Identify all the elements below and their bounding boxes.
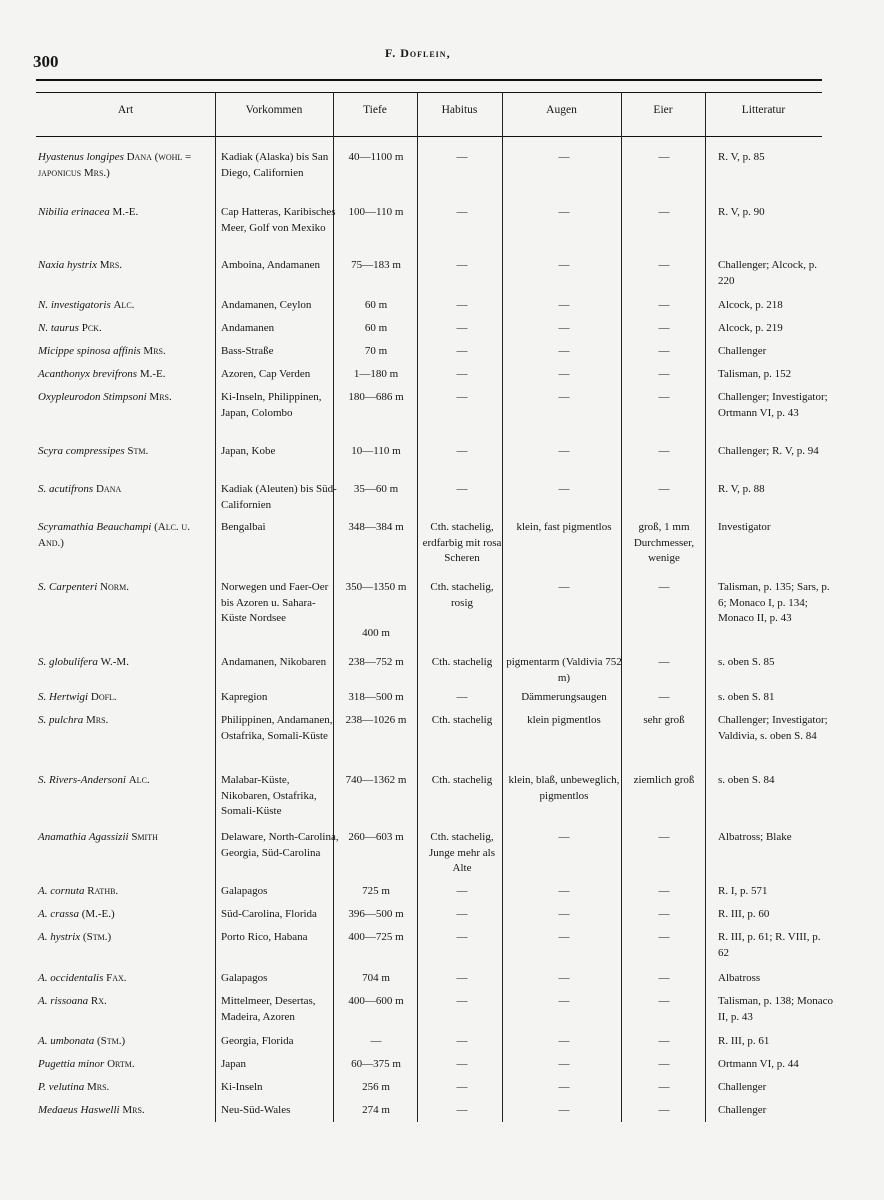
running-head: F. Doflein, [385,46,451,60]
species-name [38,690,216,706]
species-author: (Stm.) [82,931,112,943]
eier-cell: — [658,345,670,357]
tiefe-cell: 180—686 m [348,391,404,403]
tiefe-cell: 318—500 m [348,691,404,703]
habitus-cell: Cth. stachelig [431,656,493,668]
vorkommen-cell: Kadiak (Alaska) bis San Diego, Californien [221,151,329,179]
tiefe-cell: — [370,1035,382,1047]
eier-cell: — [658,322,670,334]
tiefe-cell: 704 m [362,972,390,984]
augen-cell: — [558,1081,570,1093]
vorkommen-cell: Süd-Carolina, Florida [221,908,317,920]
tiefe-cell: 35—60 m [353,483,399,495]
litteratur-cell: Challenger [718,1104,767,1116]
litteratur-cell: R. III, p. 60 [718,908,770,920]
species-name [38,1057,216,1073]
species-binomial: Nibilia erinacea [38,206,110,218]
eier-cell: sehr groß [643,714,685,726]
litteratur-cell: Challenger; Alcock, p. 220 [718,259,817,287]
tiefe-cell: 260—603 m [348,831,404,843]
species-name [38,884,216,900]
vorkommen-cell: Bengalbai [221,521,266,533]
eier-cell: — [658,483,670,495]
habitus-cell: — [456,206,468,218]
species-binomial: Naxia hystrix [38,259,97,271]
eier-cell: groß, 1 mm Durchmesser, wenige [633,521,695,564]
species-binomial: Micippe spinosa affinis [38,345,141,357]
header-habitus: Habitus [441,104,478,116]
habitus-cell: — [456,368,468,380]
augen-cell: — [558,391,570,403]
tiefe-cell: 238—1026 m [345,714,407,726]
eier-cell: — [658,885,670,897]
habitus-cell: — [456,995,468,1007]
vorkommen-cell: Mittelmeer, Desertas, Madeira, Azoren [221,995,316,1023]
tiefe-cell: 100—110 m [348,206,404,218]
species-name [38,520,216,551]
augen-cell: — [558,995,570,1007]
augen-cell: — [558,885,570,897]
litteratur-cell: Challenger; Investigator; Ortmann VI, p. 43 [718,391,828,419]
species-author: M.-E. [112,206,139,218]
litteratur-cell: s. oben S. 85 [718,656,775,668]
species-binomial: Pugettia minor [38,1058,105,1070]
augen-cell: — [558,483,570,495]
header-litteratur: Litteratur [741,104,786,116]
habitus-cell: — [456,391,468,403]
augen-cell: pigmentarm (Valdivia 752 m) [506,656,622,684]
vorkommen-cell: Philippinen, Andamanen, Ostafrika, Somali-Küste [221,714,333,742]
header-tiefe: Tiefe [363,104,387,116]
species-binomial: Medaeus Haswelli [38,1104,120,1116]
litteratur-cell: Investigator [718,521,771,533]
species-binomial: S. Carpenteri [38,581,98,593]
species-name [38,390,216,406]
litteratur-cell: Challenger; R. V, p. 94 [718,445,819,457]
tiefe-cell: 400—600 m [348,995,404,1007]
species-binomial: A. rissoana [38,995,89,1007]
augen-cell: — [558,322,570,334]
habitus-cell: — [456,885,468,897]
tiefe-cell: 400—725 m [348,931,404,943]
vorkommen-cell: Porto Rico, Habana [221,931,308,943]
header-vorkommen: Vorkommen [245,104,303,116]
augen-cell: — [558,299,570,311]
habitus-cell: — [456,345,468,357]
species-author: Alc. [128,774,150,786]
species-author: W.-M. [100,656,129,668]
augen-cell: — [558,1058,570,1070]
habitus-cell: — [456,1104,468,1116]
species-name [38,150,216,181]
habitus-cell: — [456,299,468,311]
habitus-cell: — [456,908,468,920]
vorkommen-cell: Kadiak (Aleuten) bis Süd-Californien [221,483,337,511]
vorkommen-cell: Georgia, Florida [221,1035,294,1047]
species-binomial: Hyastenus longipes [38,151,124,163]
vorkommen-cell: Japan, Kobe [221,445,276,457]
tiefe-cell: 396—500 m [348,908,404,920]
vorkommen-cell: Amboina, Andamanen [221,259,320,271]
species-name [38,444,216,460]
species-binomial: S. acutifrons [38,483,94,495]
eier-cell: — [658,931,670,943]
habitus-cell: — [456,483,468,495]
augen-cell: Dämmerungsaugen [521,691,607,703]
page-number: 300 [33,52,59,71]
litteratur-cell: Alcock, p. 219 [718,322,783,334]
litteratur-cell: Talisman, p. 135; Sars, p. 6; Monaco I, p. 134; Monaco II, p. 43 [718,581,830,624]
vorkommen-cell: Bass-Straße [221,345,274,357]
species-name [38,482,216,498]
species-author: Mrs. [86,1081,110,1093]
species-binomial: N. taurus [38,322,79,334]
tiefe-cell: 1—180 m [353,368,399,380]
litteratur-cell: Ortmann VI, p. 44 [718,1058,799,1070]
habitus-cell: — [456,691,468,703]
eier-cell: — [658,206,670,218]
eier-cell: — [658,656,670,668]
vorkommen-cell: Neu-Süd-Wales [221,1104,291,1116]
litteratur-cell: Talisman, p. 152 [718,368,792,380]
species-author: Dana [95,483,122,495]
species-name [38,994,216,1010]
litteratur-cell: R. I, p. 571 [718,885,768,897]
species-author: Norm. [100,581,129,593]
vorkommen-cell: Cap Hatteras, Karibisches Meer, Golf von Mexiko [221,206,336,234]
species-author: Rx. [90,995,107,1007]
species-name [38,971,216,987]
species-author: Alc. [113,299,135,311]
species-binomial: Scyramathia Beauchampi [38,521,152,533]
habitus-cell: Cth. stachelig, Junge mehr als Alte [429,831,495,874]
header-eier: Eier [653,104,673,116]
litteratur-cell: Talisman, p. 138; Monaco II, p. 43 [718,995,834,1023]
species-name [38,655,216,671]
species-binomial: A. occidentalis [38,972,104,984]
tiefe-cell: 256 m [362,1081,390,1093]
vorkommen-cell: Galapagos [221,885,268,897]
header-art: Art [117,104,134,116]
vorkommen-cell: Ki-Inseln, Philippinen, Japan, Colombo [221,391,322,419]
species-binomial: S. globulifera [38,656,98,668]
habitus-cell: Cth. stachelig [431,714,493,726]
species-name [38,773,216,789]
vorkommen-cell: Ki-Inseln [221,1081,263,1093]
tiefe-cell: 40—1100 m [348,151,404,163]
species-author: Fax. [106,972,127,984]
habitus-cell: — [456,1035,468,1047]
species-author: Stm. [127,445,149,457]
eier-cell: — [658,391,670,403]
species-author: Rathb. [87,885,119,897]
tiefe-cell: 60 m [364,299,388,311]
species-name [38,713,216,729]
tiefe-cell: 70 m [364,345,388,357]
habitus-cell: — [456,259,468,271]
header-augen: Augen [546,104,577,116]
habitus-cell: — [456,322,468,334]
vorkommen-cell: Kapregion [221,691,268,703]
species-author: Mrs. [99,259,123,271]
species-name [38,830,216,846]
litteratur-cell: R. V, p. 88 [718,483,765,495]
litteratur-cell: Alcock, p. 218 [718,299,783,311]
vorkommen-cell: Andamanen, Nikobaren [221,656,327,668]
vorkommen-cell: Andamanen [221,322,275,334]
species-binomial: A. cornuta [38,885,85,897]
eier-cell: — [658,691,670,703]
species-binomial: S. Rivers-Andersoni [38,774,126,786]
species-binomial: S. Hertwigi [38,691,89,703]
eier-cell: — [658,908,670,920]
species-name [38,907,216,923]
species-name [38,1080,216,1096]
litteratur-cell: R. V, p. 85 [718,151,765,163]
species-binomial: P. velutina [38,1081,85,1093]
species-name [38,580,216,596]
species-name [38,344,216,360]
habitus-cell: Cth. stachelig [431,774,493,786]
vorkommen-cell: Azoren, Cap Verden [221,368,311,380]
augen-cell: klein, blaß, unbeweglich, pigmentlos [508,774,620,802]
species-binomial: Acanthonyx brevifrons [38,368,138,380]
habitus-cell: — [456,445,468,457]
habitus-cell: Cth. stachelig, rosig [430,581,494,609]
augen-cell: — [558,931,570,943]
species-name [38,367,216,383]
augen-cell: — [558,345,570,357]
species-author: Smith [131,831,158,843]
species-name [38,258,216,274]
eier-cell: — [658,259,670,271]
eier-cell: — [658,1035,670,1047]
tiefe-cell: 350—1350 m [345,581,407,593]
species-name [38,298,216,314]
eier-cell: ziemlich groß [633,774,695,786]
eier-cell: — [658,368,670,380]
litteratur-cell: Albatross; Blake [718,831,792,843]
eier-cell: — [658,972,670,984]
habitus-cell: — [456,151,468,163]
augen-cell: — [558,151,570,163]
species-binomial: A. umbonata [38,1035,95,1047]
habitus-cell: — [456,1058,468,1070]
tiefe-cell: 60—375 m [351,1058,401,1070]
augen-cell: klein, fast pigmentlos [516,521,612,533]
species-author: (Stm.) [96,1035,126,1047]
augen-cell: — [558,972,570,984]
augen-cell: — [558,831,570,843]
eier-cell: — [658,995,670,1007]
eier-cell: — [658,151,670,163]
habitus-cell: — [456,1081,468,1093]
augen-cell: klein pigmentlos [527,714,601,726]
species-author: (Alc. u. And.) [38,521,190,549]
litteratur-cell: s. oben S. 81 [718,691,775,703]
species-author: Mrs. [143,345,166,357]
augen-cell: — [558,581,570,593]
eier-cell: — [658,299,670,311]
species-binomial: S. pulchra [38,714,84,726]
vorkommen-cell: Andamanen, Ceylon [221,299,312,311]
litteratur-cell: R. III, p. 61; R. VIII, p. 62 [718,931,821,959]
habitus-cell: — [456,972,468,984]
augen-cell: — [558,206,570,218]
litteratur-cell: s. oben S. 84 [718,774,775,786]
habitus-cell: Cth. stachelig, erdfarbig mit rosa Scheren [422,521,502,564]
litteratur-cell: Challenger [718,345,767,357]
vorkommen-cell: Galapagos [221,972,268,984]
augen-cell: — [558,259,570,271]
species-author: Mrs. [85,714,109,726]
tiefe-cell: 238—752 m [348,656,404,668]
tiefe-cell-secondary: 400 m [362,627,390,639]
augen-cell: — [558,368,570,380]
eier-cell: — [658,831,670,843]
vorkommen-cell: Japan [221,1058,247,1070]
augen-cell: — [558,1035,570,1047]
augen-cell: — [558,445,570,457]
species-author: Pck. [81,322,102,334]
litteratur-cell: R. III, p. 61 [718,1035,770,1047]
species-author: Mrs. [122,1104,145,1116]
tiefe-cell: 725 m [362,885,390,897]
litteratur-cell: R. V, p. 90 [718,206,765,218]
species-author: M.-E. [139,368,166,380]
augen-cell: — [558,1104,570,1116]
species-author: Mrs. [149,391,172,403]
species-binomial: Oxypleurodon Stimpsoni [38,391,147,403]
litteratur-cell: Challenger [718,1081,767,1093]
tiefe-cell: 75—183 m [351,259,401,271]
species-author: Dofl. [90,691,117,703]
vorkommen-cell: Norwegen und Faer-Oer bis Azoren u. Sahara-Küste Nordsee [221,581,329,624]
litteratur-cell: Challenger; Investigator; Valdivia, s. oben S. 84 [718,714,828,742]
species-name [38,1103,216,1119]
tiefe-cell: 60 m [364,322,388,334]
tiefe-cell: 348—384 m [348,521,404,533]
species-author: Ortm. [107,1058,135,1070]
litteratur-cell: Albatross [718,972,761,984]
species-author: (M.-E.) [81,908,115,920]
species-name [38,205,216,221]
species-binomial: Scyra compressipes [38,445,125,457]
eier-cell: — [658,445,670,457]
vorkommen-cell: Delaware, North-Carolina, Georgia, Süd-Carolina [221,831,339,859]
tiefe-cell: 740—1362 m [345,774,407,786]
eier-cell: — [658,1104,670,1116]
species-name [38,321,216,337]
tiefe-cell: 10—110 m [351,445,401,457]
species-name [38,930,216,946]
eier-cell: — [658,1081,670,1093]
species-name [38,1034,216,1050]
eier-cell: — [658,581,670,593]
eier-cell: — [658,1058,670,1070]
species-binomial: A. hystrix [38,931,81,943]
species-binomial: A. crassa [38,908,79,920]
habitus-cell: — [456,931,468,943]
species-binomial: N. investigatoris [38,299,111,311]
augen-cell: — [558,908,570,920]
species-binomial: Anamathia Agassizii [38,831,129,843]
species-author: Dana (wohl = japonicus Mrs.) [38,151,192,179]
vorkommen-cell: Malabar-Küste, Nikobaren, Ostafrika, Somali-Küste [221,774,317,817]
tiefe-cell: 274 m [362,1104,390,1116]
